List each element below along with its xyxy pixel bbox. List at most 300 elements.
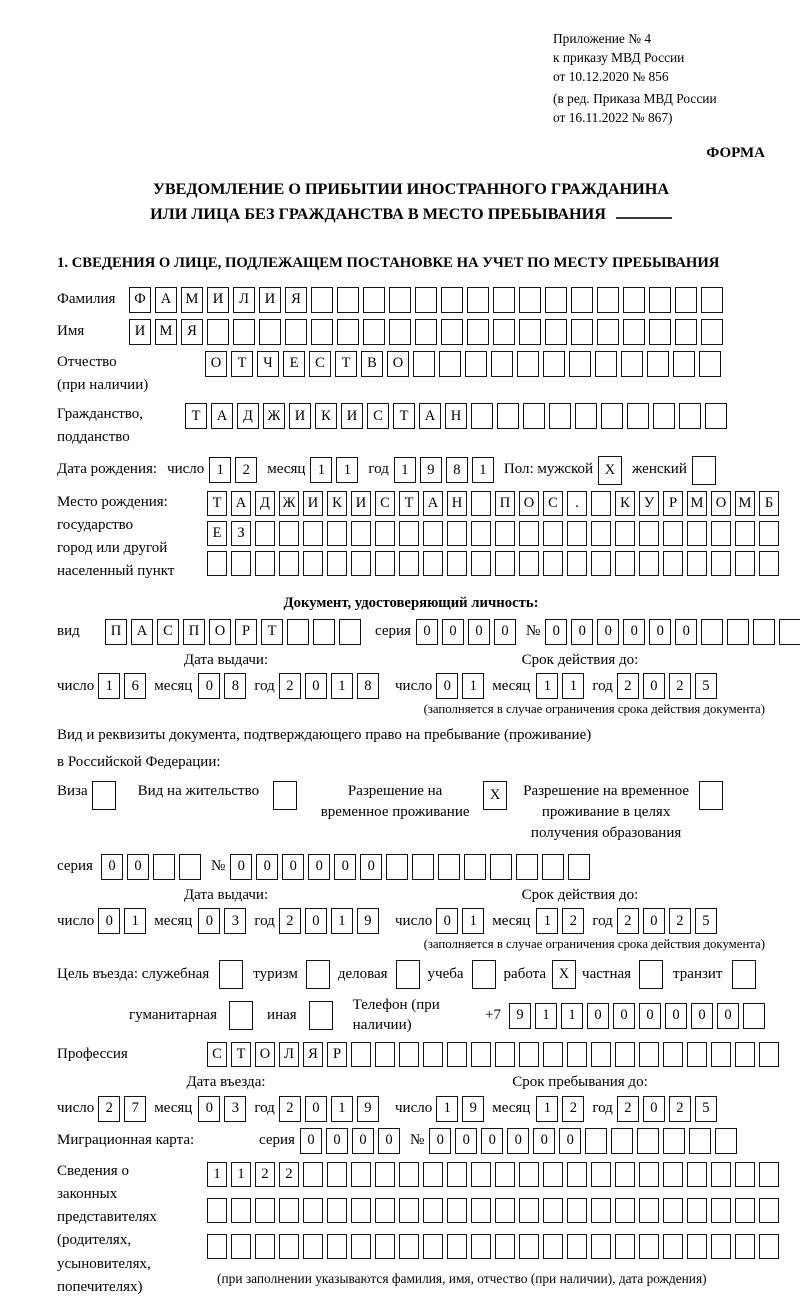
char-cell[interactable] bbox=[639, 1042, 659, 1067]
char-cell[interactable] bbox=[673, 351, 695, 377]
char-cell[interactable]: О bbox=[209, 619, 231, 645]
char-cell[interactable]: Т bbox=[399, 491, 419, 516]
char-cell[interactable] bbox=[735, 521, 755, 546]
char-cell[interactable]: 0 bbox=[127, 854, 149, 880]
purpose-work-checkbox[interactable]: X bbox=[552, 960, 576, 989]
char-cell[interactable] bbox=[591, 551, 611, 576]
char-cell[interactable]: 0 bbox=[429, 1128, 451, 1154]
char-cell[interactable] bbox=[545, 319, 567, 345]
char-cell[interactable]: 0 bbox=[643, 1096, 665, 1122]
char-cell[interactable]: 0 bbox=[717, 1003, 739, 1029]
char-cell[interactable] bbox=[567, 1162, 587, 1187]
char-cell[interactable]: 1 bbox=[394, 457, 416, 483]
char-cell[interactable]: 0 bbox=[559, 1128, 581, 1154]
char-cell[interactable] bbox=[363, 319, 385, 345]
char-cell[interactable]: 7 bbox=[124, 1096, 146, 1122]
char-cell[interactable] bbox=[653, 403, 675, 429]
char-cell[interactable] bbox=[423, 521, 443, 546]
char-cell[interactable] bbox=[351, 1234, 371, 1259]
char-cell[interactable] bbox=[759, 1198, 779, 1223]
char-cell[interactable]: Н bbox=[445, 403, 467, 429]
char-cell[interactable]: 0 bbox=[649, 619, 671, 645]
char-cell[interactable] bbox=[327, 1234, 347, 1259]
char-cell[interactable]: 0 bbox=[305, 908, 327, 934]
char-cell[interactable]: 1 bbox=[331, 673, 353, 699]
char-cell[interactable] bbox=[591, 1162, 611, 1187]
char-cell[interactable] bbox=[279, 551, 299, 576]
char-cell[interactable]: Т bbox=[231, 1042, 251, 1067]
char-cell[interactable]: 1 bbox=[331, 1096, 353, 1122]
char-cell[interactable] bbox=[543, 521, 563, 546]
char-cell[interactable] bbox=[637, 1128, 659, 1154]
char-cell[interactable] bbox=[675, 319, 697, 345]
char-cell[interactable] bbox=[711, 551, 731, 576]
char-cell[interactable] bbox=[735, 1198, 755, 1223]
char-cell[interactable]: Я bbox=[181, 319, 203, 345]
char-cell[interactable] bbox=[759, 551, 779, 576]
char-cell[interactable] bbox=[471, 1234, 491, 1259]
char-cell[interactable] bbox=[571, 287, 593, 313]
char-cell[interactable]: 8 bbox=[224, 673, 246, 699]
char-cell[interactable]: 0 bbox=[675, 619, 697, 645]
char-cell[interactable] bbox=[415, 319, 437, 345]
char-cell[interactable]: 0 bbox=[545, 619, 567, 645]
char-cell[interactable]: Е bbox=[207, 521, 227, 546]
char-cell[interactable] bbox=[639, 1198, 659, 1223]
char-cell[interactable] bbox=[687, 1234, 707, 1259]
char-cell[interactable] bbox=[759, 1042, 779, 1067]
char-cell[interactable] bbox=[591, 521, 611, 546]
char-cell[interactable]: Т bbox=[231, 351, 253, 377]
char-cell[interactable] bbox=[753, 619, 775, 645]
char-cell[interactable] bbox=[439, 351, 461, 377]
char-cell[interactable] bbox=[495, 551, 515, 576]
char-cell[interactable] bbox=[179, 854, 201, 880]
char-cell[interactable]: 2 bbox=[617, 1096, 639, 1122]
purpose-private-checkbox[interactable] bbox=[639, 960, 663, 989]
char-cell[interactable]: Р bbox=[235, 619, 257, 645]
char-cell[interactable] bbox=[663, 1198, 683, 1223]
char-cell[interactable] bbox=[543, 551, 563, 576]
char-cell[interactable]: 0 bbox=[198, 673, 220, 699]
char-cell[interactable] bbox=[523, 403, 545, 429]
char-cell[interactable] bbox=[591, 1042, 611, 1067]
char-cell[interactable] bbox=[601, 403, 623, 429]
char-cell[interactable]: 2 bbox=[562, 1096, 584, 1122]
purpose-other-checkbox[interactable] bbox=[309, 1001, 333, 1030]
visa-checkbox[interactable] bbox=[92, 781, 116, 810]
char-cell[interactable]: 0 bbox=[643, 673, 665, 699]
char-cell[interactable] bbox=[464, 854, 486, 880]
char-cell[interactable] bbox=[438, 854, 460, 880]
char-cell[interactable]: 1 bbox=[536, 908, 558, 934]
char-cell[interactable] bbox=[675, 287, 697, 313]
char-cell[interactable]: Л bbox=[233, 287, 255, 313]
char-cell[interactable]: Д bbox=[255, 491, 275, 516]
char-cell[interactable] bbox=[615, 1162, 635, 1187]
char-cell[interactable]: А bbox=[211, 403, 233, 429]
char-cell[interactable] bbox=[495, 1198, 515, 1223]
char-cell[interactable] bbox=[639, 551, 659, 576]
char-cell[interactable] bbox=[399, 1162, 419, 1187]
char-cell[interactable]: К bbox=[327, 491, 347, 516]
char-cell[interactable] bbox=[337, 287, 359, 313]
char-cell[interactable] bbox=[519, 1198, 539, 1223]
char-cell[interactable]: 3 bbox=[224, 1096, 246, 1122]
char-cell[interactable]: К bbox=[615, 491, 635, 516]
char-cell[interactable]: 1 bbox=[535, 1003, 557, 1029]
char-cell[interactable] bbox=[303, 521, 323, 546]
char-cell[interactable] bbox=[495, 1162, 515, 1187]
char-cell[interactable] bbox=[575, 403, 597, 429]
char-cell[interactable] bbox=[351, 1198, 371, 1223]
char-cell[interactable]: О bbox=[519, 491, 539, 516]
char-cell[interactable]: 1 bbox=[231, 1162, 251, 1187]
char-cell[interactable]: 0 bbox=[305, 673, 327, 699]
char-cell[interactable]: 0 bbox=[101, 854, 123, 880]
char-cell[interactable]: Н bbox=[447, 491, 467, 516]
char-cell[interactable] bbox=[611, 1128, 633, 1154]
char-cell[interactable] bbox=[386, 854, 408, 880]
char-cell[interactable] bbox=[687, 551, 707, 576]
char-cell[interactable]: 1 bbox=[536, 673, 558, 699]
char-cell[interactable] bbox=[687, 1198, 707, 1223]
char-cell[interactable]: З bbox=[231, 521, 251, 546]
char-cell[interactable] bbox=[313, 619, 335, 645]
char-cell[interactable] bbox=[471, 551, 491, 576]
char-cell[interactable]: Е bbox=[283, 351, 305, 377]
char-cell[interactable]: 0 bbox=[256, 854, 278, 880]
char-cell[interactable] bbox=[663, 1162, 683, 1187]
char-cell[interactable] bbox=[735, 551, 755, 576]
char-cell[interactable]: Т bbox=[335, 351, 357, 377]
char-cell[interactable] bbox=[423, 1234, 443, 1259]
char-cell[interactable]: 1 bbox=[436, 1096, 458, 1122]
char-cell[interactable] bbox=[567, 1198, 587, 1223]
char-cell[interactable] bbox=[413, 351, 435, 377]
char-cell[interactable] bbox=[231, 1234, 251, 1259]
char-cell[interactable]: Ж bbox=[263, 403, 285, 429]
char-cell[interactable]: 9 bbox=[357, 908, 379, 934]
char-cell[interactable] bbox=[516, 854, 538, 880]
char-cell[interactable] bbox=[615, 1198, 635, 1223]
char-cell[interactable]: Я bbox=[285, 287, 307, 313]
char-cell[interactable] bbox=[303, 1162, 323, 1187]
char-cell[interactable] bbox=[497, 403, 519, 429]
char-cell[interactable] bbox=[711, 1042, 731, 1067]
char-cell[interactable] bbox=[759, 1234, 779, 1259]
char-cell[interactable] bbox=[519, 1042, 539, 1067]
char-cell[interactable]: 0 bbox=[571, 619, 593, 645]
char-cell[interactable] bbox=[493, 319, 515, 345]
char-cell[interactable] bbox=[327, 1198, 347, 1223]
char-cell[interactable] bbox=[542, 854, 564, 880]
char-cell[interactable] bbox=[285, 319, 307, 345]
char-cell[interactable] bbox=[639, 1162, 659, 1187]
char-cell[interactable] bbox=[627, 403, 649, 429]
char-cell[interactable] bbox=[615, 1042, 635, 1067]
char-cell[interactable] bbox=[471, 1042, 491, 1067]
char-cell[interactable] bbox=[375, 1234, 395, 1259]
char-cell[interactable] bbox=[517, 351, 539, 377]
char-cell[interactable]: 9 bbox=[420, 457, 442, 483]
char-cell[interactable]: 1 bbox=[462, 908, 484, 934]
char-cell[interactable] bbox=[399, 1042, 419, 1067]
char-cell[interactable] bbox=[621, 351, 643, 377]
char-cell[interactable]: Т bbox=[185, 403, 207, 429]
char-cell[interactable]: Л bbox=[279, 1042, 299, 1067]
char-cell[interactable]: 2 bbox=[255, 1162, 275, 1187]
char-cell[interactable] bbox=[423, 1162, 443, 1187]
char-cell[interactable]: С bbox=[157, 619, 179, 645]
char-cell[interactable]: Р bbox=[663, 491, 683, 516]
char-cell[interactable]: 2 bbox=[669, 673, 691, 699]
char-cell[interactable]: 6 bbox=[124, 673, 146, 699]
char-cell[interactable] bbox=[543, 1234, 563, 1259]
char-cell[interactable] bbox=[567, 1042, 587, 1067]
char-cell[interactable]: 1 bbox=[462, 673, 484, 699]
char-cell[interactable]: И bbox=[303, 491, 323, 516]
char-cell[interactable]: И bbox=[129, 319, 151, 345]
char-cell[interactable]: М bbox=[181, 287, 203, 313]
char-cell[interactable]: 0 bbox=[468, 619, 490, 645]
char-cell[interactable]: 0 bbox=[481, 1128, 503, 1154]
char-cell[interactable] bbox=[375, 1162, 395, 1187]
char-cell[interactable] bbox=[363, 287, 385, 313]
char-cell[interactable]: 8 bbox=[357, 673, 379, 699]
purpose-study-checkbox[interactable] bbox=[472, 960, 496, 989]
char-cell[interactable]: П bbox=[183, 619, 205, 645]
char-cell[interactable]: 2 bbox=[98, 1096, 120, 1122]
char-cell[interactable] bbox=[623, 287, 645, 313]
char-cell[interactable] bbox=[711, 521, 731, 546]
char-cell[interactable] bbox=[259, 319, 281, 345]
char-cell[interactable]: Я bbox=[303, 1042, 323, 1067]
char-cell[interactable]: 2 bbox=[669, 1096, 691, 1122]
char-cell[interactable] bbox=[639, 521, 659, 546]
char-cell[interactable] bbox=[649, 319, 671, 345]
char-cell[interactable] bbox=[597, 319, 619, 345]
char-cell[interactable]: Д bbox=[237, 403, 259, 429]
char-cell[interactable]: 2 bbox=[279, 1162, 299, 1187]
char-cell[interactable] bbox=[303, 1234, 323, 1259]
purpose-transit-checkbox[interactable] bbox=[732, 960, 756, 989]
char-cell[interactable] bbox=[679, 403, 701, 429]
char-cell[interactable]: 9 bbox=[509, 1003, 531, 1029]
char-cell[interactable] bbox=[375, 1042, 395, 1067]
char-cell[interactable]: 5 bbox=[695, 673, 717, 699]
char-cell[interactable]: Т bbox=[207, 491, 227, 516]
char-cell[interactable] bbox=[491, 351, 513, 377]
char-cell[interactable] bbox=[701, 287, 723, 313]
char-cell[interactable] bbox=[399, 551, 419, 576]
char-cell[interactable]: 0 bbox=[305, 1096, 327, 1122]
char-cell[interactable]: 0 bbox=[494, 619, 516, 645]
char-cell[interactable] bbox=[490, 854, 512, 880]
char-cell[interactable] bbox=[495, 1234, 515, 1259]
char-cell[interactable] bbox=[447, 1162, 467, 1187]
char-cell[interactable] bbox=[375, 521, 395, 546]
char-cell[interactable] bbox=[647, 351, 669, 377]
char-cell[interactable] bbox=[399, 521, 419, 546]
char-cell[interactable]: С bbox=[375, 491, 395, 516]
char-cell[interactable]: 3 bbox=[224, 908, 246, 934]
char-cell[interactable]: О bbox=[255, 1042, 275, 1067]
char-cell[interactable]: Б bbox=[759, 491, 779, 516]
char-cell[interactable] bbox=[375, 1198, 395, 1223]
char-cell[interactable] bbox=[705, 403, 727, 429]
char-cell[interactable]: 0 bbox=[436, 908, 458, 934]
char-cell[interactable] bbox=[279, 521, 299, 546]
char-cell[interactable]: А bbox=[231, 491, 251, 516]
char-cell[interactable] bbox=[389, 287, 411, 313]
char-cell[interactable] bbox=[351, 551, 371, 576]
char-cell[interactable]: 0 bbox=[436, 673, 458, 699]
char-cell[interactable] bbox=[471, 1162, 491, 1187]
purpose-official-checkbox[interactable] bbox=[219, 960, 243, 989]
char-cell[interactable] bbox=[423, 1198, 443, 1223]
char-cell[interactable]: И bbox=[351, 491, 371, 516]
char-cell[interactable] bbox=[567, 521, 587, 546]
char-cell[interactable] bbox=[465, 351, 487, 377]
char-cell[interactable] bbox=[519, 551, 539, 576]
char-cell[interactable] bbox=[543, 1198, 563, 1223]
char-cell[interactable] bbox=[447, 521, 467, 546]
char-cell[interactable] bbox=[351, 521, 371, 546]
char-cell[interactable]: 1 bbox=[472, 457, 494, 483]
char-cell[interactable] bbox=[493, 287, 515, 313]
female-checkbox[interactable] bbox=[692, 456, 716, 485]
char-cell[interactable] bbox=[735, 1234, 755, 1259]
char-cell[interactable]: С bbox=[207, 1042, 227, 1067]
char-cell[interactable]: М bbox=[735, 491, 755, 516]
char-cell[interactable] bbox=[615, 551, 635, 576]
char-cell[interactable] bbox=[255, 521, 275, 546]
char-cell[interactable] bbox=[743, 1003, 765, 1029]
char-cell[interactable]: 1 bbox=[561, 1003, 583, 1029]
char-cell[interactable] bbox=[415, 287, 437, 313]
char-cell[interactable] bbox=[351, 1162, 371, 1187]
char-cell[interactable]: 0 bbox=[334, 854, 356, 880]
char-cell[interactable] bbox=[327, 1162, 347, 1187]
char-cell[interactable] bbox=[231, 551, 251, 576]
char-cell[interactable]: И bbox=[341, 403, 363, 429]
char-cell[interactable] bbox=[735, 1042, 755, 1067]
purpose-tourism-checkbox[interactable] bbox=[306, 960, 330, 989]
char-cell[interactable]: 1 bbox=[207, 1162, 227, 1187]
char-cell[interactable] bbox=[543, 351, 565, 377]
char-cell[interactable] bbox=[545, 287, 567, 313]
char-cell[interactable] bbox=[207, 1198, 227, 1223]
char-cell[interactable]: 0 bbox=[352, 1128, 374, 1154]
char-cell[interactable]: О bbox=[711, 491, 731, 516]
char-cell[interactable]: 1 bbox=[124, 908, 146, 934]
char-cell[interactable]: 2 bbox=[279, 673, 301, 699]
char-cell[interactable] bbox=[423, 1042, 443, 1067]
char-cell[interactable] bbox=[441, 287, 463, 313]
char-cell[interactable] bbox=[735, 1162, 755, 1187]
char-cell[interactable] bbox=[412, 854, 434, 880]
char-cell[interactable] bbox=[495, 1042, 515, 1067]
char-cell[interactable] bbox=[595, 351, 617, 377]
char-cell[interactable] bbox=[715, 1128, 737, 1154]
char-cell[interactable] bbox=[303, 551, 323, 576]
char-cell[interactable]: 0 bbox=[643, 908, 665, 934]
char-cell[interactable] bbox=[543, 1042, 563, 1067]
char-cell[interactable]: 0 bbox=[416, 619, 438, 645]
char-cell[interactable] bbox=[663, 521, 683, 546]
char-cell[interactable] bbox=[467, 287, 489, 313]
char-cell[interactable] bbox=[311, 319, 333, 345]
char-cell[interactable]: М bbox=[155, 319, 177, 345]
char-cell[interactable] bbox=[549, 403, 571, 429]
char-cell[interactable]: 0 bbox=[597, 619, 619, 645]
char-cell[interactable] bbox=[231, 1198, 251, 1223]
char-cell[interactable] bbox=[711, 1234, 731, 1259]
char-cell[interactable] bbox=[467, 319, 489, 345]
char-cell[interactable]: О bbox=[387, 351, 409, 377]
char-cell[interactable] bbox=[687, 521, 707, 546]
char-cell[interactable] bbox=[471, 403, 493, 429]
char-cell[interactable]: 0 bbox=[308, 854, 330, 880]
char-cell[interactable] bbox=[327, 551, 347, 576]
char-cell[interactable] bbox=[711, 1162, 731, 1187]
char-cell[interactable]: 2 bbox=[617, 673, 639, 699]
char-cell[interactable] bbox=[759, 521, 779, 546]
char-cell[interactable] bbox=[233, 319, 255, 345]
char-cell[interactable]: П bbox=[105, 619, 127, 645]
temp-residence-edu-checkbox[interactable] bbox=[699, 781, 723, 810]
char-cell[interactable]: 5 bbox=[695, 908, 717, 934]
char-cell[interactable]: Т bbox=[393, 403, 415, 429]
char-cell[interactable]: 0 bbox=[455, 1128, 477, 1154]
char-cell[interactable]: А bbox=[131, 619, 153, 645]
char-cell[interactable]: И bbox=[289, 403, 311, 429]
char-cell[interactable]: О bbox=[205, 351, 227, 377]
char-cell[interactable]: 2 bbox=[669, 908, 691, 934]
char-cell[interactable]: 8 bbox=[446, 457, 468, 483]
char-cell[interactable] bbox=[569, 351, 591, 377]
char-cell[interactable]: 0 bbox=[623, 619, 645, 645]
char-cell[interactable]: 0 bbox=[665, 1003, 687, 1029]
char-cell[interactable] bbox=[519, 1234, 539, 1259]
char-cell[interactable] bbox=[279, 1198, 299, 1223]
char-cell[interactable] bbox=[687, 1042, 707, 1067]
char-cell[interactable] bbox=[447, 551, 467, 576]
char-cell[interactable] bbox=[287, 619, 309, 645]
char-cell[interactable]: С bbox=[309, 351, 331, 377]
char-cell[interactable] bbox=[649, 287, 671, 313]
char-cell[interactable] bbox=[591, 1234, 611, 1259]
char-cell[interactable] bbox=[623, 319, 645, 345]
char-cell[interactable] bbox=[701, 319, 723, 345]
char-cell[interactable]: Т bbox=[261, 619, 283, 645]
char-cell[interactable] bbox=[279, 1234, 299, 1259]
char-cell[interactable]: 0 bbox=[613, 1003, 635, 1029]
char-cell[interactable] bbox=[471, 521, 491, 546]
char-cell[interactable] bbox=[701, 619, 723, 645]
char-cell[interactable] bbox=[519, 287, 541, 313]
char-cell[interactable] bbox=[375, 551, 395, 576]
char-cell[interactable]: 9 bbox=[357, 1096, 379, 1122]
char-cell[interactable] bbox=[153, 854, 175, 880]
char-cell[interactable] bbox=[687, 1162, 707, 1187]
char-cell[interactable]: 0 bbox=[442, 619, 464, 645]
char-cell[interactable] bbox=[568, 854, 590, 880]
char-cell[interactable]: 5 bbox=[695, 1096, 717, 1122]
char-cell[interactable]: 1 bbox=[310, 457, 332, 483]
char-cell[interactable]: Ф bbox=[129, 287, 151, 313]
